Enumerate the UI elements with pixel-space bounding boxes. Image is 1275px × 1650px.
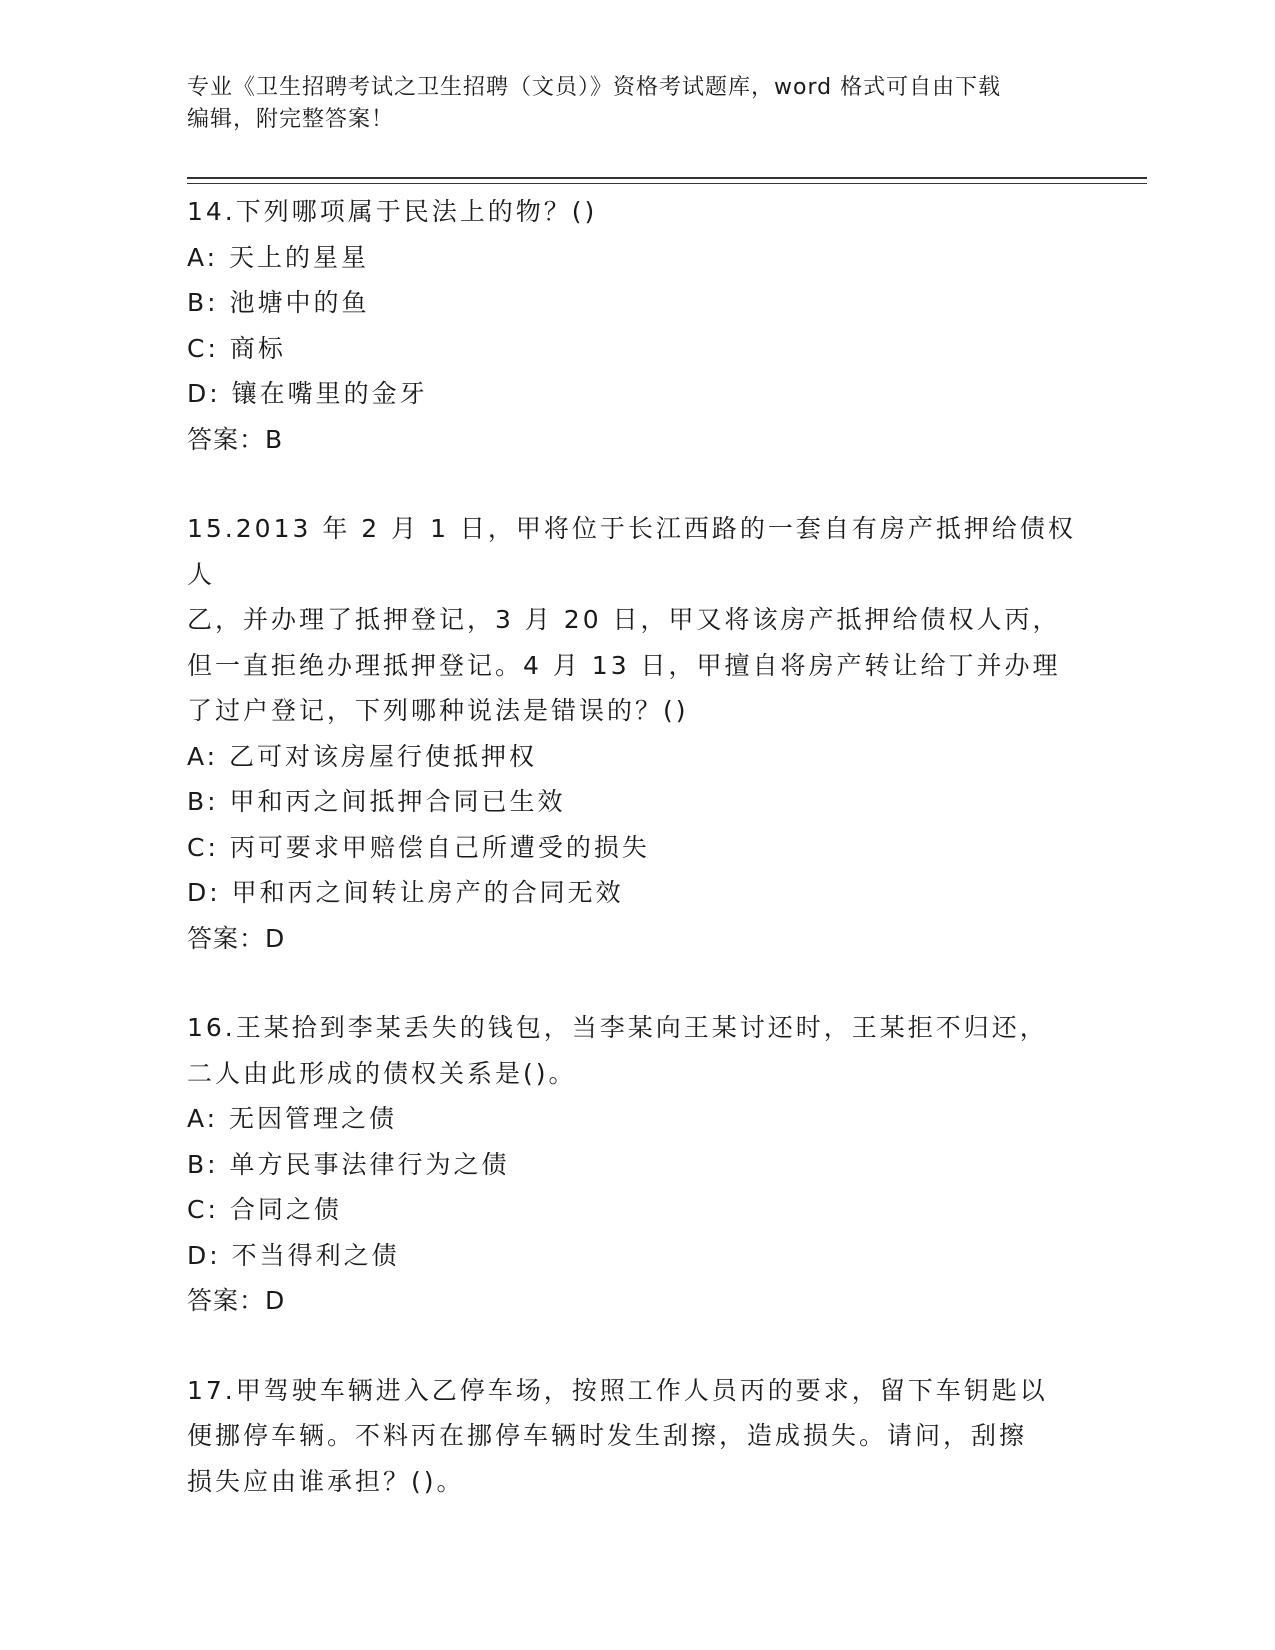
question-stem-line: 14.下列哪项属于民法上的物？() bbox=[187, 197, 598, 226]
option-b: B: 单方民事法律行为之债 bbox=[187, 1149, 510, 1179]
header-line-1: 专业《卫生招聘考试之卫生招聘（文员）》资格考试题库，word 格式可自由下载 bbox=[187, 75, 1002, 100]
question-stem-line: 便挪停车辆。不料丙在挪停车辆时发生刮擦，造成损失。请问，刮擦 bbox=[187, 1421, 1028, 1450]
option-b: B: 甲和丙之间抵押合同已生效 bbox=[187, 787, 566, 816]
question-15 bbox=[187, 506, 1087, 961]
answer-label: 答案：B bbox=[187, 424, 284, 454]
option-c: C: 合同之债 bbox=[187, 1195, 342, 1224]
option-d: D: 镶在嘴里的金牙 bbox=[187, 379, 428, 408]
document-header bbox=[187, 72, 1087, 136]
option-c: C: 丙可要求甲赔偿自己所遭受的损失 bbox=[187, 832, 650, 862]
option-d: D: 不当得利之债 bbox=[187, 1240, 400, 1270]
question-stem-line: 损失应由谁承担？()。 bbox=[187, 1466, 465, 1496]
question-stem-line: 15.2013 年 2 月 1 日，甲将位于长江西路的一套自有房产抵押给债权人 bbox=[187, 514, 1076, 589]
option-c: C: 商标 bbox=[187, 333, 286, 363]
option-b: B: 池塘中的鱼 bbox=[187, 288, 370, 317]
option-a: A: 乙可对该房屋行使抵押权 bbox=[187, 741, 538, 771]
question-list bbox=[187, 189, 1087, 1548]
option-a: A: 无因管理之债 bbox=[187, 1104, 398, 1133]
question-stem-line: 了过户登记，下列哪种说法是错误的？() bbox=[187, 696, 689, 725]
header-divider-thin bbox=[187, 183, 1147, 184]
question-14 bbox=[187, 189, 1087, 462]
question-stem-line: 16.王某拾到李某丢失的钱包，当李某向王某讨还时，王某拒不归还， bbox=[187, 1013, 1048, 1042]
question-17 bbox=[187, 1368, 1087, 1505]
answer-label: 答案：D bbox=[187, 923, 286, 953]
option-d: D: 甲和丙之间转让房产的合同无效 bbox=[187, 878, 624, 907]
question-16 bbox=[187, 1005, 1087, 1324]
question-stem-line: 乙，并办理了抵押登记，3 月 20 日，甲又将该房产抵押给债权人丙， bbox=[187, 605, 1061, 634]
question-stem-line: 17.甲驾驶车辆进入乙停车场，按照工作人员丙的要求，留下车钥匙以 bbox=[187, 1375, 1048, 1405]
header-divider-thick bbox=[187, 177, 1147, 179]
question-stem-line: 但一直拒绝办理抵押登记。4 月 13 日，甲擅自将房产转让给丁并办理 bbox=[187, 650, 1061, 680]
option-a: A: 天上的星星 bbox=[187, 242, 370, 272]
answer-label: 答案：D bbox=[187, 1286, 286, 1315]
question-stem-line: 二人由此形成的债权关系是()。 bbox=[187, 1058, 577, 1088]
header-line-2: 编辑，附完整答案！ bbox=[187, 107, 395, 132]
